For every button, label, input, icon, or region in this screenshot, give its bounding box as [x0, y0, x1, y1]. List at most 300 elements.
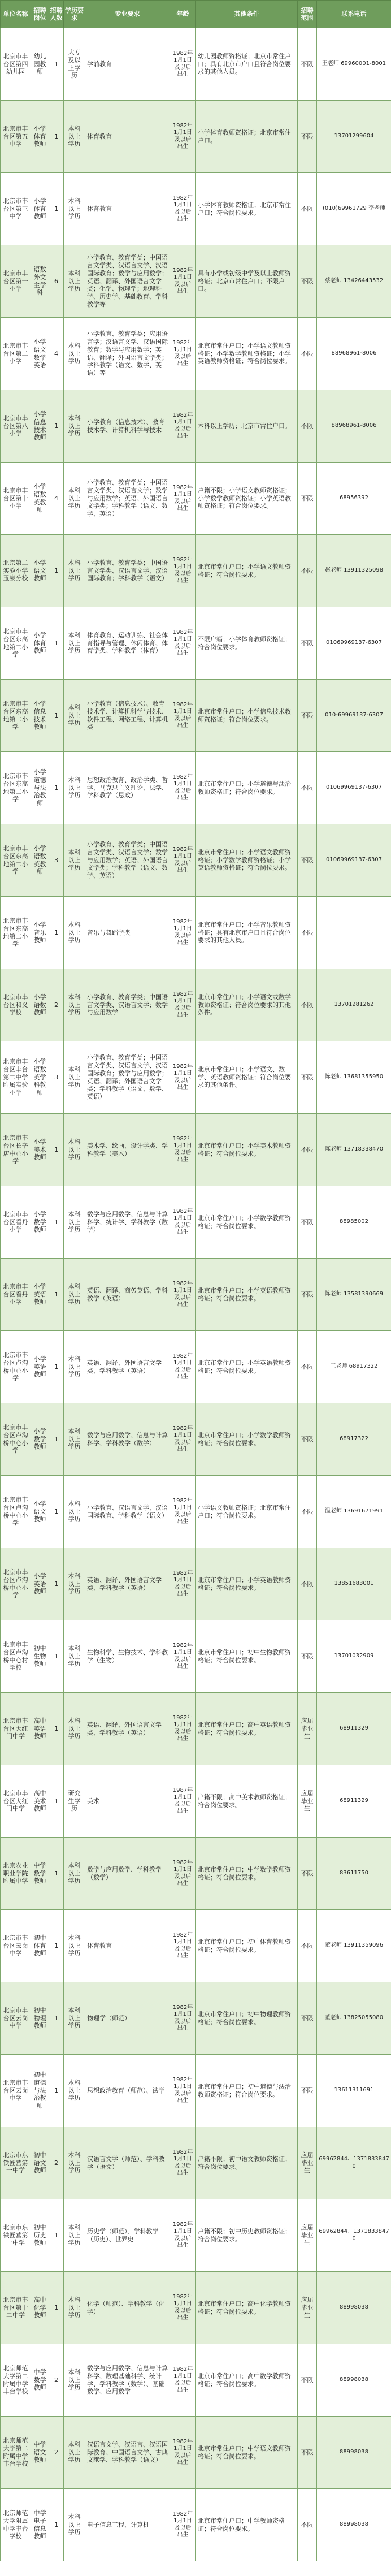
- conditions-cell: 幼儿园教师资格证；北京市常住户口；具有北京市户口且符合岗位要求的其他人员。: [196, 28, 298, 101]
- position-cell: 小学英语教师: [31, 1548, 49, 1620]
- education-cell: 本科以上学历: [64, 824, 85, 897]
- contact-cell: 董老师 13911359096: [317, 1910, 391, 1982]
- unit-cell: 北京市丰台区东高地第二小学: [1, 680, 31, 752]
- position-cell: 初中道德与法治教师: [31, 2055, 49, 2127]
- major-cell: 数学与应用数学、信息与计算科学、学科教学（数学）: [85, 1403, 170, 1476]
- unit-cell: 北京市丰台区云岗中学: [1, 1982, 31, 2055]
- education-cell: 研究生学历: [64, 1765, 85, 1838]
- position-cell: 初中生物教师: [31, 1620, 49, 1693]
- range-cell: 不限: [298, 318, 317, 390]
- position-cell: 小学语文数学英语: [31, 318, 49, 390]
- education-cell: 本科以上学历: [64, 101, 85, 173]
- count-cell: 1: [49, 607, 64, 680]
- education-cell: 本科以上学历: [64, 1403, 85, 1476]
- contact-cell: 68911329: [317, 1693, 391, 1765]
- major-cell: 汉语言文学、汉语言、汉语国际教育、中国语言文学、古典文献学、学科教学（语文）: [85, 2417, 170, 2489]
- major-cell: 体育教育、运动训练、社会体育指导与管理、休闲体育、体育学类、学科教学（体育）: [85, 607, 170, 680]
- contact-cell: 68911329: [317, 1765, 391, 1838]
- table-row: [1, 245, 391, 318]
- age-cell: 1982年1月1日及以后出生: [170, 897, 196, 969]
- table-row: [1, 1403, 391, 1476]
- contact-cell: 蔡老师 13426443532: [317, 245, 391, 318]
- education-cell: 本科以上学历: [64, 1476, 85, 1548]
- table-row: [1, 607, 391, 680]
- education-cell: 本科以上学历: [64, 752, 85, 824]
- header-conditions: 其他条件: [196, 1, 298, 28]
- unit-cell: 北京市丰台区卢沟桥中心小学: [1, 1548, 31, 1620]
- contact-cell: 01069969137-6307: [317, 607, 391, 680]
- count-cell: 4: [49, 463, 64, 535]
- age-cell: 1982年1月1日及以后出生: [170, 1548, 196, 1620]
- unit-cell: 北京市丰台区云岗中学: [1, 1910, 31, 1982]
- table-row: [1, 1838, 391, 1910]
- contact-cell: (010)69961729 李老师: [317, 173, 391, 245]
- count-cell: 1: [49, 390, 64, 463]
- count-cell: 4: [49, 318, 64, 390]
- major-cell: 英语、翻译、外国语言文学类、学科教学（英语）: [85, 1331, 170, 1403]
- table-row: [1, 2489, 391, 2561]
- position-cell: 小学数学教师: [31, 1403, 49, 1476]
- conditions-cell: 北京市常住户口；小学音乐教师资格证；具有北京市户口且符合岗位要求的其他人员。: [196, 897, 298, 969]
- education-cell: 本科以上学历: [64, 2417, 85, 2489]
- range-cell: 不限: [298, 463, 317, 535]
- conditions-cell: 北京市常住户口；小学数学教师资格证；符合岗位要求。: [196, 1403, 298, 1476]
- contact-cell: 010-69969137-6307: [317, 680, 391, 752]
- contact-cell: 13611311691: [317, 2055, 391, 2127]
- major-cell: 数学与应用数学、信息与计算科学、统计学、学科教学（数学）: [85, 1186, 170, 1259]
- major-cell: 体育教育: [85, 1910, 170, 1982]
- header-major: 专业要求: [85, 1, 170, 28]
- conditions-cell: 北京市常住户口；初中生物教师资格证；符合岗位要求。: [196, 1620, 298, 1693]
- header-count: 招聘人数: [49, 1, 64, 28]
- unit-cell: 北京市丰台区东高地第二小学: [1, 607, 31, 680]
- contact-cell: 01069969137-6307: [317, 752, 391, 824]
- education-cell: 本科以上学历: [64, 680, 85, 752]
- range-cell: 不限: [298, 1620, 317, 1693]
- count-cell: 1: [49, 1403, 64, 1476]
- range-cell: 应届毕业生: [298, 1693, 317, 1765]
- conditions-cell: 小学体育教师资格证；北京市常住户口；符合岗位要求。: [196, 173, 298, 245]
- table-row: [1, 752, 391, 824]
- count-cell: 1: [49, 1693, 64, 1765]
- conditions-cell: 北京市常住户口；小学语文、数学、英语教师资格证；符合岗位要求的其他条件。: [196, 1041, 298, 1114]
- education-cell: 本科以上学历: [64, 1910, 85, 1982]
- position-cell: 小学体育教师: [31, 101, 49, 173]
- education-cell: 大专及以上学历: [64, 28, 85, 101]
- major-cell: 小学教育（信息技术）、教育技术学、计算机科学与技术、软件工程、网络工程、计算机类: [85, 680, 170, 752]
- education-cell: 本科以上学历: [64, 2127, 85, 2199]
- conditions-cell: 北京市常住户口；初中物理教师资格证；符合岗位要求。: [196, 1982, 298, 2055]
- position-cell: 高中化学教师: [31, 2272, 49, 2344]
- conditions-cell: 北京市常住户口；初中体育教师资格证；符合岗位要求。: [196, 1910, 298, 1982]
- range-cell: 不限: [298, 1331, 317, 1403]
- count-cell: 2: [49, 2127, 64, 2199]
- range-cell: 不限: [298, 607, 317, 680]
- position-cell: 小学英语教师: [31, 1331, 49, 1403]
- conditions-cell: 北京市常住户口；小学语文教师资格证；小学数学教师资格证；小学英语教师资格证；符合岗位要求。: [196, 824, 298, 897]
- age-cell: 1982年1月1日及以后出生: [170, 2344, 196, 2417]
- range-cell: 不限: [298, 1186, 317, 1259]
- position-cell: 小学体育教师: [31, 173, 49, 245]
- contact-cell: 01069969137-6307: [317, 824, 391, 897]
- conditions-cell: 北京市常住户口；中学数学教师资格证；符合岗位要求。: [196, 1838, 298, 1910]
- major-cell: 小学教育、教育学类；中国语言文学类、汉语言文学；数学与应用数学: [85, 969, 170, 1041]
- position-cell: 小学英语教师: [31, 1259, 49, 1331]
- range-cell: 不限: [298, 680, 317, 752]
- major-cell: 音乐与舞蹈学类: [85, 897, 170, 969]
- count-cell: 2: [49, 2417, 64, 2489]
- age-cell: 1982年1月1日及以后出生: [170, 1838, 196, 1910]
- contact-cell: 13701281262: [317, 969, 391, 1041]
- table-row: [1, 1982, 391, 2055]
- age-cell: 1982年1月1日及以后出生: [170, 1982, 196, 2055]
- table-row: [1, 390, 391, 463]
- education-cell: 本科以上学历: [64, 1186, 85, 1259]
- unit-cell: 北京市丰台区卢沟桥中心村学校: [1, 1620, 31, 1693]
- count-cell: 2: [49, 969, 64, 1041]
- age-cell: 1982年1月1日及以后出生: [170, 2489, 196, 2561]
- unit-cell: 北京市丰台区第四幼儿园: [1, 28, 31, 101]
- unit-cell: 北京市东铁匠营第一中学: [1, 2199, 31, 2272]
- position-cell: 小学体育教师: [31, 607, 49, 680]
- count-cell: 1: [49, 1910, 64, 1982]
- unit-cell: 北京市丰台区和义学校: [1, 969, 31, 1041]
- major-cell: 生物科学、生物技术、学科教学（生物）: [85, 1620, 170, 1693]
- major-cell: 电子信息工程、计算机: [85, 2489, 170, 2561]
- unit-cell: 北京市丰台区大红门中学: [1, 1765, 31, 1838]
- contact-cell: 88998038: [317, 2344, 391, 2417]
- range-cell: 不限: [298, 2055, 317, 2127]
- range-cell: 应届毕业生: [298, 1765, 317, 1838]
- table-row: [1, 2272, 391, 2344]
- position-cell: 初中语文教师: [31, 2127, 49, 2199]
- major-cell: 小学教育、教育学类；中国语言文学类、汉语言文学、汉语国际教育；数学与应用数学；英语、翻译；外国语言文学类；学科教学（语文、数学、英语）: [85, 1041, 170, 1114]
- table-row: [1, 2417, 391, 2489]
- header-age: 年龄: [170, 1, 196, 28]
- major-cell: 小学教育、教育学类；应用语言学；汉语言文学、汉语国际教育；数学与应用数学；英语、翻译；外国语言文学类；学科教学（语文、数学、英语）等: [85, 318, 170, 390]
- education-cell: 本科以上学历: [64, 2344, 85, 2417]
- contact-cell: 董老师 13825055080: [317, 1982, 391, 2055]
- conditions-cell: 小学体育教师资格证；北京市常住户口。: [196, 101, 298, 173]
- conditions-cell: 北京市常住户口；高中数学教师资格证；符合岗位要求。: [196, 2344, 298, 2417]
- table-row: [1, 1765, 391, 1838]
- table-row: [1, 2127, 391, 2199]
- unit-cell: 北京市丰台区第三中学: [1, 173, 31, 245]
- age-cell: 1982年1月1日及以后出生: [170, 969, 196, 1041]
- count-cell: 1: [49, 1114, 64, 1186]
- range-cell: 不限: [298, 1838, 317, 1910]
- position-cell: 初中物理教师: [31, 1982, 49, 2055]
- unit-cell: 北京市丰台区东高地第二小学: [1, 752, 31, 824]
- range-cell: 不限: [298, 535, 317, 607]
- count-cell: 1: [49, 1259, 64, 1331]
- range-cell: 不限: [298, 824, 317, 897]
- position-cell: 小学美术教师: [31, 1114, 49, 1186]
- conditions-cell: 北京市常住户口；小学美术教师资格证；符合岗位要求。: [196, 1114, 298, 1186]
- major-cell: 物理学（师范）: [85, 1982, 170, 2055]
- age-cell: 1982年1月1日及以后出生: [170, 173, 196, 245]
- table-row: [1, 535, 391, 607]
- conditions-cell: 北京市常住户口；中学教师资格证；符合岗位要求。: [196, 2489, 298, 2561]
- count-cell: 1: [49, 101, 64, 173]
- position-cell: 小学语数教师: [31, 969, 49, 1041]
- table-row: [1, 2199, 391, 2272]
- table-row: [1, 680, 391, 752]
- count-cell: 3: [49, 824, 64, 897]
- count-cell: 1: [49, 2055, 64, 2127]
- range-cell: 不限: [298, 752, 317, 824]
- contact-cell: 68917322: [317, 1403, 391, 1476]
- major-cell: 小学教育、教育学类；中国语言文学类、汉语言文学；数学与应用数学；英语、外国语言文学类；学科教学（语文、数学、英语）: [85, 463, 170, 535]
- table-row: [1, 2055, 391, 2127]
- range-cell: 不限: [298, 1476, 317, 1548]
- unit-cell: 北京市丰台区丰台第二中学附属实验小学: [1, 1041, 31, 1114]
- position-cell: 中学电子信息教师: [31, 2489, 49, 2561]
- contact-cell: 88968961-8006: [317, 390, 391, 463]
- unit-cell: 北京市丰台区卢沟桥中心小学: [1, 1403, 31, 1476]
- count-cell: 1: [49, 1548, 64, 1620]
- age-cell: 1982年1月1日及以后出生: [170, 1331, 196, 1403]
- position-cell: 小学语文教师: [31, 535, 49, 607]
- major-cell: 小学教育、教育学类；中国语言文学类、汉语言文学；数学与应用数学；英语、外国语言文学类；学科教学（语文、数学、英语）: [85, 824, 170, 897]
- contact-cell: 陈老师 13581390669: [317, 1259, 391, 1331]
- education-cell: 本科以上学历: [64, 2489, 85, 2561]
- conditions-cell: 北京市常住户口；小学英语教师资格证；符合岗位要求。: [196, 1331, 298, 1403]
- unit-cell: 北京市丰台区看丹小学: [1, 1259, 31, 1331]
- age-cell: 1982年1月1日及以后出生: [170, 824, 196, 897]
- table-row: [1, 824, 391, 897]
- major-cell: 英语、翻译、商务英语、学科教学（英语）: [85, 1259, 170, 1331]
- table-row: [1, 28, 391, 101]
- header-position: 招聘岗位: [31, 1, 49, 28]
- contact-cell: [317, 897, 391, 969]
- age-cell: 1982年1月1日及以后出生: [170, 2055, 196, 2127]
- contact-cell: 王老师 69960001-8001: [317, 28, 391, 101]
- unit-cell: 北京市丰台区云岗中学: [1, 2055, 31, 2127]
- position-cell: 小学语数英教师: [31, 463, 49, 535]
- major-cell: 美术: [85, 1765, 170, 1838]
- range-cell: 不限: [298, 1982, 317, 2055]
- table-row: [1, 1259, 391, 1331]
- count-cell: 6: [49, 245, 64, 318]
- major-cell: 数学与应用数学、信息与计算科学、数理基础科学、统计学、学科教学（数学）、基础数学、应用数学: [85, 2344, 170, 2417]
- major-cell: 体育教育: [85, 101, 170, 173]
- position-cell: 小学信息技术教师: [31, 680, 49, 752]
- range-cell: 不限: [298, 2344, 317, 2417]
- count-cell: 1: [49, 2199, 64, 2272]
- unit-cell: 北京市丰台区长辛店中心小学: [1, 1114, 31, 1186]
- age-cell: 1982年1月1日及以后出生: [170, 535, 196, 607]
- position-cell: 初中体育教师: [31, 1910, 49, 1982]
- range-cell: 不限: [298, 1259, 317, 1331]
- count-cell: 1: [49, 752, 64, 824]
- contact-cell: 陈老师 13681355950: [317, 1041, 391, 1114]
- table-row: [1, 1041, 391, 1114]
- age-cell: 1982年1月1日及以后出生: [170, 390, 196, 463]
- count-cell: 3: [49, 1041, 64, 1114]
- position-cell: 小学数学教师: [31, 1186, 49, 1259]
- count-cell: 1: [49, 2489, 64, 2561]
- range-cell: 不限: [298, 101, 317, 173]
- position-cell: 小学语数英学科教师: [31, 1041, 49, 1114]
- header-unit: 单位名称: [1, 1, 31, 28]
- major-cell: 英语、翻译、外国语言文学类、学科教学（英语）: [85, 1548, 170, 1620]
- position-cell: 中学语文教师: [31, 2417, 49, 2489]
- major-cell: 小学教育（信息技术）、教育技术学、计算机科学与技术: [85, 390, 170, 463]
- count-cell: 1: [49, 2272, 64, 2344]
- education-cell: 本科以上学历: [64, 463, 85, 535]
- conditions-cell: 北京市常住户口；小学英语教师资格证；符合岗位要求。: [196, 1548, 298, 1620]
- age-cell: 1982年1月1日及以后出生: [170, 2127, 196, 2199]
- major-cell: 美术学、绘画、设计学类、学科教学（美术）: [85, 1114, 170, 1186]
- major-cell: 体育教育: [85, 173, 170, 245]
- age-cell: 1982年1月1日及以后出生: [170, 2199, 196, 2272]
- conditions-cell: 北京市常住户口；小学英语教师资格证；符合岗位要求。: [196, 1259, 298, 1331]
- age-cell: 1982年1月1日及以后出生: [170, 2272, 196, 2344]
- conditions-cell: 北京市常住户口；小学数学教师资格证；符合岗位要求。: [196, 1186, 298, 1259]
- count-cell: 1: [49, 680, 64, 752]
- contact-cell: 88985002: [317, 1186, 391, 1259]
- position-cell: 小学语数英教师: [31, 824, 49, 897]
- education-cell: 本科以上学历: [64, 607, 85, 680]
- unit-cell: 北京市丰台区卢沟桥中心小学: [1, 1476, 31, 1548]
- contact-cell: 83611750: [317, 1838, 391, 1910]
- count-cell: 1: [49, 173, 64, 245]
- major-cell: 化学（师范）、学科教学（化学）: [85, 2272, 170, 2344]
- contact-cell: 13701032909: [317, 1620, 391, 1693]
- table-row: [1, 897, 391, 969]
- conditions-cell: 小学语文教师资格证；北京市常住户口；符合岗位要求。: [196, 1476, 298, 1548]
- education-cell: 本科以上学历: [64, 535, 85, 607]
- age-cell: 1982年1月1日及以后出生: [170, 1476, 196, 1548]
- range-cell: 应届毕业生: [298, 2199, 317, 2272]
- position-cell: 小学语文教师: [31, 1476, 49, 1548]
- range-cell: 不限: [298, 2489, 317, 2561]
- age-cell: 1982年1月1日及以后出生: [170, 680, 196, 752]
- conditions-cell: 北京市常住户口；初中道德与法治教师资格证；符合岗位要求。: [196, 2055, 298, 2127]
- age-cell: 1982年1月1日及以后出生: [170, 752, 196, 824]
- contact-cell: 68956392: [317, 463, 391, 535]
- range-cell: 不限: [298, 1403, 317, 1476]
- position-cell: 高中美术教师: [31, 1765, 49, 1838]
- range-cell: 不限: [298, 1041, 317, 1114]
- range-cell: 不限: [298, 897, 317, 969]
- position-cell: 小学道德与法治教师: [31, 752, 49, 824]
- contact-cell: 13701299604: [317, 101, 391, 173]
- age-cell: 1982年1月1日及以后出生: [170, 1403, 196, 1476]
- table-row: [1, 2344, 391, 2417]
- conditions-cell: 户籍不限；初中语文教师资格证；符合岗位要求。: [196, 2127, 298, 2199]
- conditions-cell: 北京市常住户口；高中化学教师资格证；符合岗位要求。: [196, 2272, 298, 2344]
- count-cell: 2: [49, 2344, 64, 2417]
- major-cell: 历史学（师范）、学科教学（历史）、世界史: [85, 2199, 170, 2272]
- unit-cell: 北京师范大学附属中学丰台学校: [1, 2489, 31, 2561]
- education-cell: 本科以上学历: [64, 1259, 85, 1331]
- contact-cell: 88998038: [317, 2489, 391, 2561]
- conditions-cell: 户籍不限；小学语文教师资格证；小学数学教师资格证；小学英语教师资格证；符合岗位要求。: [196, 463, 298, 535]
- header-contact: 联系电话: [317, 1, 391, 28]
- unit-cell: 北京第二实验小学玉泉分校: [1, 535, 31, 607]
- unit-cell: 北京市丰台区大红门中学: [1, 1693, 31, 1765]
- age-cell: 1982年1月1日及以后出生: [170, 1620, 196, 1693]
- count-cell: 1: [49, 1765, 64, 1838]
- major-cell: 小学教育、教育学类；中国语言文学类、汉语言文学、汉语国际教育；学科教学（语文）: [85, 535, 170, 607]
- age-cell: 1982年1月1日及以后出生: [170, 1114, 196, 1186]
- education-cell: 本科以上学历: [64, 1114, 85, 1186]
- position-cell: 小学信息技术教师: [31, 390, 49, 463]
- unit-cell: 北京市丰台区看丹小学: [1, 1186, 31, 1259]
- unit-cell: 北京市东铁匠营第一中学: [1, 2127, 31, 2199]
- conditions-cell: 北京市常住户口；中学语文教师资格证；符合岗位要求。: [196, 2417, 298, 2489]
- position-cell: 小学音乐教师: [31, 897, 49, 969]
- table-row: [1, 173, 391, 245]
- position-cell: 高中英语教师: [31, 1693, 49, 1765]
- contact-cell: 88998038: [317, 2417, 391, 2489]
- table-row: [1, 463, 391, 535]
- conditions-cell: 具有小学或初级中学及以上教师资格证；北京市常住户口；不限户口。: [196, 245, 298, 318]
- unit-cell: 北京农业职业学院附属中学: [1, 1838, 31, 1910]
- range-cell: 不限: [298, 245, 317, 318]
- table-row: [1, 1548, 391, 1620]
- table-row: [1, 101, 391, 173]
- table-row: [1, 1620, 391, 1693]
- education-cell: 本科以上学历: [64, 245, 85, 318]
- education-cell: 本科以上学历: [64, 2199, 85, 2272]
- contact-cell: 88998038: [317, 2272, 391, 2344]
- conditions-cell: 不限户籍；小学体育教师资格证；符合岗位要求。: [196, 607, 298, 680]
- unit-cell: 北京市丰台区东高地第二小学: [1, 824, 31, 897]
- contact-cell: 69962844、13718338470: [317, 2199, 391, 2272]
- unit-cell: 北京市丰台区第十小学: [1, 463, 31, 535]
- count-cell: 1: [49, 28, 64, 101]
- count-cell: 1: [49, 1331, 64, 1403]
- conditions-cell: 北京市常住户口；小学道德与法治教师资格证；符合岗位要求。: [196, 752, 298, 824]
- count-cell: 1: [49, 1838, 64, 1910]
- major-cell: 汉语言文学（师范）、学科教学（语文）: [85, 2127, 170, 2199]
- major-cell: 思想政治教育、政治学类、哲学、马克思主义理论、法学、学科教学（思政）: [85, 752, 170, 824]
- education-cell: 本科以上学历: [64, 390, 85, 463]
- table-row: [1, 1186, 391, 1259]
- major-cell: 小学教育、汉语言文学、汉语国际教育、学科教学（语文）: [85, 1476, 170, 1548]
- education-cell: 本科以上学历: [64, 1041, 85, 1114]
- range-cell: 不限: [298, 1910, 317, 1982]
- table-row: [1, 1910, 391, 1982]
- age-cell: 1982年1月1日及以后出生: [170, 2417, 196, 2489]
- table-row: [1, 1114, 391, 1186]
- table-row: [1, 1331, 391, 1403]
- conditions-cell: 北京市常住户口；小学语文教师资格证；小学数学教师资格证；小学英语教师资格证；符合岗位要求。: [196, 318, 298, 390]
- conditions-cell: 北京市常住户口；小学信息技术教师资格证；符合岗位要求。: [196, 680, 298, 752]
- education-cell: 本科以上学历: [64, 173, 85, 245]
- unit-cell: 北京市丰台区东高地第二小学: [1, 897, 31, 969]
- unit-cell: 北京师范大学第二附属中学丰台学校: [1, 2417, 31, 2489]
- count-cell: 1: [49, 535, 64, 607]
- range-cell: 不限: [298, 173, 317, 245]
- age-cell: 1982年1月1日及以后出生: [170, 1693, 196, 1765]
- conditions-cell: 北京市常住户口；高中英语教师资格证；符合岗位要求。: [196, 1693, 298, 1765]
- age-cell: 1982年1月1日及以后出生: [170, 1186, 196, 1259]
- age-cell: 1982年1月1日及以后出生: [170, 101, 196, 173]
- position-cell: 语数外文主学科: [31, 245, 49, 318]
- conditions-cell: 北京市常住户口；小学语文或数学教师资格证；符合岗位要求的其他条件。: [196, 969, 298, 1041]
- range-cell: 不限: [298, 1548, 317, 1620]
- education-cell: 本科以上学历: [64, 1693, 85, 1765]
- contact-cell: 赵老师 13911325098: [317, 535, 391, 607]
- table-row: [1, 1693, 391, 1765]
- unit-cell: 北京市丰台区第八小学: [1, 390, 31, 463]
- education-cell: 本科以上学历: [64, 897, 85, 969]
- count-cell: 1: [49, 1620, 64, 1693]
